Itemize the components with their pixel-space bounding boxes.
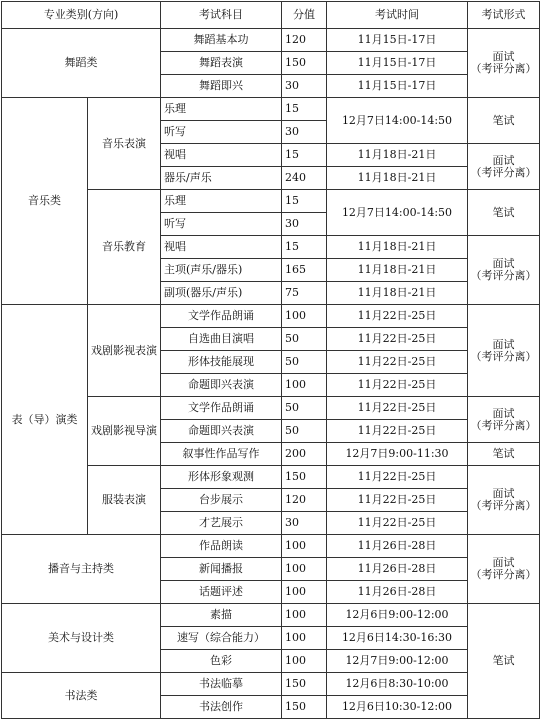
format-cell-interview [468,29,540,98]
time-cell: 11月18日-21日 [327,236,468,259]
format-cell-interview [468,144,540,190]
time-cell: 11月15日-17日 [327,75,468,98]
category-cell-music: 音乐类 [2,98,88,305]
subject-cell: 文学作品朗诵 [161,397,282,420]
time-cell: 11月22日-25日 [327,351,468,374]
score-cell: 150 [282,696,327,719]
time-cell: 12月6日9:00-12:00 [327,604,468,627]
format-interview-line2: （考评分离） [470,499,537,512]
subject-cell: 主项(声乐/器乐) [161,259,282,282]
score-cell: 150 [282,52,327,75]
subject-cell: 新闻播报 [161,558,282,581]
format-interview-line1: 面试 [492,257,515,270]
score-cell: 165 [282,259,327,282]
category-cell-art: 美术与设计类 [2,604,161,673]
subject-cell: 形体技能展现 [161,351,282,374]
subject-cell: 形体形象观测 [161,466,282,489]
table-row [2,29,540,52]
score-cell: 150 [282,673,327,696]
score-cell: 50 [282,420,327,443]
time-cell: 12月6日14:30-16:30 [327,627,468,650]
time-cell: 12月6日10:30-12:00 [327,696,468,719]
format-interview-line1: 面试 [492,556,515,569]
format-cell-written: 笔试 [468,604,540,719]
score-cell: 30 [282,121,327,144]
subject-cell: 话题评述 [161,581,282,604]
time-cell: 11月18日-21日 [327,259,468,282]
header-format: 考试形式 [468,2,540,29]
subject-cell: 色彩 [161,650,282,673]
score-cell: 240 [282,167,327,190]
time-cell: 11月26日-28日 [327,535,468,558]
time-cell: 11月22日-25日 [327,489,468,512]
subject-cell: 舞蹈表演 [161,52,282,75]
subject-cell: 速写（综合能力） [161,627,282,650]
subject-cell: 器乐/声乐 [161,167,282,190]
time-cell: 11月18日-21日 [327,167,468,190]
format-cell-interview [468,466,540,535]
format-cell-interview [468,397,540,443]
header-score: 分值 [282,2,327,29]
score-cell: 75 [282,282,327,305]
score-cell: 100 [282,604,327,627]
format-cell-written: 笔试 [468,443,540,466]
score-cell: 100 [282,374,327,397]
time-cell: 11月22日-25日 [327,420,468,443]
format-interview-line2: （考评分离） [470,418,537,432]
table-row [2,604,540,627]
time-cell: 11月18日-21日 [327,282,468,305]
format-interview-line2: （考评分离） [470,568,537,581]
table-row [2,98,540,121]
score-cell: 15 [282,98,327,121]
header-subject: 考试科目 [161,2,282,29]
direction-cell: 音乐表演 [88,98,161,190]
score-cell: 100 [282,627,327,650]
table-row [2,535,540,558]
format-interview-line2: （考评分离） [470,165,537,179]
format-cell-interview [468,535,540,604]
direction-cell: 戏剧影视导演 [88,397,161,466]
format-cell-written: 笔试 [468,190,540,236]
format-interview-line1: 面试 [492,50,515,63]
time-cell: 11月15日-17日 [327,52,468,75]
subject-cell: 书法创作 [161,696,282,719]
score-cell: 100 [282,558,327,581]
subject-cell: 听写 [161,213,282,236]
subject-cell: 副项(器乐/声乐) [161,282,282,305]
subject-cell: 乐理 [161,98,282,121]
header-category: 专业类别(方向) [2,2,161,29]
format-interview-line1: 面试 [492,337,515,351]
time-cell: 11月22日-25日 [327,466,468,489]
category-cell-dance: 舞蹈类 [2,29,161,98]
score-cell: 50 [282,351,327,374]
time-cell: 11月15日-17日 [327,29,468,52]
time-cell: 12月6日8:30-10:00 [327,673,468,696]
score-cell: 30 [282,213,327,236]
time-cell: 12月7日9:00-12:00 [327,650,468,673]
format-interview-line2: （考评分离） [470,269,537,282]
table-row [2,673,540,696]
score-cell: 120 [282,29,327,52]
score-cell: 15 [282,190,327,213]
direction-cell: 服装表演 [88,466,161,535]
subject-cell: 叙事性作品写作 [161,443,282,466]
time-cell: 12月7日9:00-11:30 [327,443,468,466]
time-cell: 12月7日14:00-14:50 [327,98,468,144]
category-cell-acting: 表（导）演类 [2,305,88,535]
time-cell: 11月26日-28日 [327,558,468,581]
score-cell: 150 [282,466,327,489]
exam-schedule-table [1,1,540,719]
score-cell: 200 [282,443,327,466]
exam-schedule-page [1,1,539,713]
subject-cell: 视唱 [161,236,282,259]
score-cell: 120 [282,489,327,512]
subject-cell: 命题即兴表演 [161,374,282,397]
subject-cell: 素描 [161,604,282,627]
direction-cell: 音乐教育 [88,190,161,305]
score-cell: 100 [282,581,327,604]
score-cell: 100 [282,305,327,328]
format-interview-line1: 面试 [492,487,515,500]
category-cell-calligraphy: 书法类 [2,673,161,719]
time-cell: 12月7日14:00-14:50 [327,190,468,236]
header-time: 考试时间 [327,2,468,29]
subject-cell: 乐理 [161,190,282,213]
time-cell: 11月22日-25日 [327,397,468,420]
subject-cell: 文学作品朗诵 [161,305,282,328]
time-cell: 11月22日-25日 [327,305,468,328]
direction-cell: 戏剧影视表演 [88,305,161,397]
subject-cell: 视唱 [161,144,282,167]
subject-cell: 台步展示 [161,489,282,512]
score-cell: 50 [282,328,327,351]
subject-cell: 作品朗读 [161,535,282,558]
score-cell: 50 [282,397,327,420]
subject-cell: 书法临摹 [161,673,282,696]
time-cell: 11月22日-25日 [327,374,468,397]
subject-cell: 舞蹈即兴 [161,75,282,98]
format-interview-line1: 面试 [492,153,515,167]
format-cell-written: 笔试 [468,98,540,144]
subject-cell: 自选曲目演唱 [161,328,282,351]
header-row [2,2,540,29]
category-cell-broadcast: 播音与主持类 [2,535,161,604]
format-interview-line2: （考评分离） [470,349,537,363]
score-cell: 30 [282,75,327,98]
table-row [2,305,540,328]
score-cell: 100 [282,535,327,558]
time-cell: 11月22日-25日 [327,328,468,351]
score-cell: 15 [282,236,327,259]
time-cell: 11月18日-21日 [327,144,468,167]
time-cell: 11月22日-25日 [327,512,468,535]
format-cell-interview [468,305,540,397]
format-interview-line1: 面试 [492,406,515,420]
subject-cell: 才艺展示 [161,512,282,535]
time-cell: 11月26日-28日 [327,581,468,604]
score-cell: 30 [282,512,327,535]
subject-cell: 命题即兴表演 [161,420,282,443]
format-interview-line2: （考评分离） [470,62,537,75]
score-cell: 15 [282,144,327,167]
format-cell-interview [468,236,540,305]
score-cell: 100 [282,650,327,673]
subject-cell: 听写 [161,121,282,144]
subject-cell: 舞蹈基本功 [161,29,282,52]
